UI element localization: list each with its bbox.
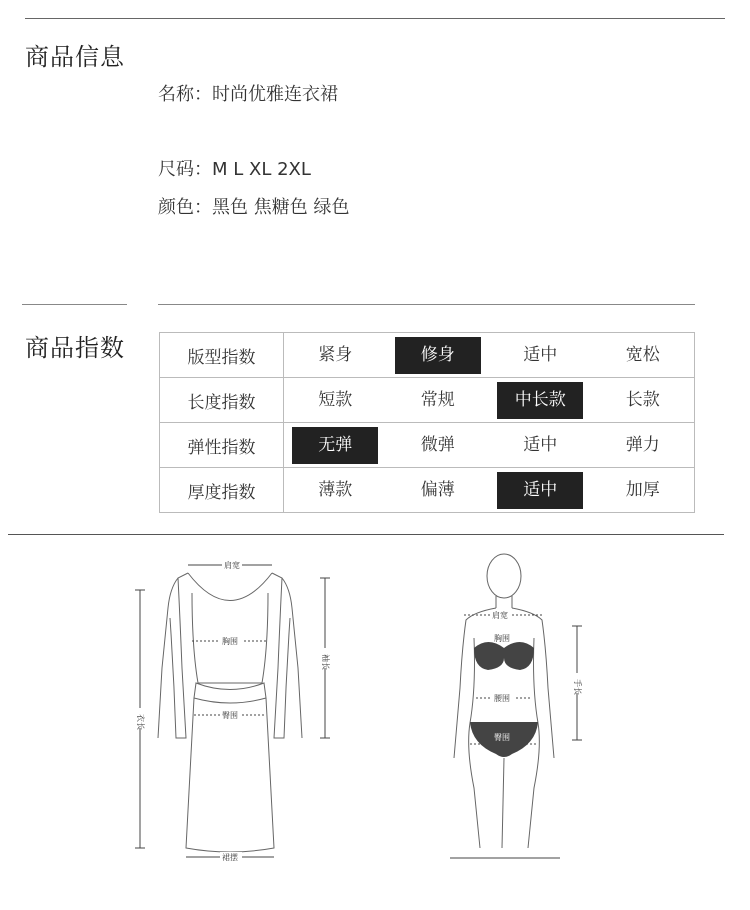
product-color-line: 颜色：黑色 焦糖色 绿色	[158, 197, 350, 218]
index-option-cell	[284, 333, 387, 378]
top-divider	[25, 18, 725, 19]
index-divider-left	[22, 304, 127, 305]
product-name-line: 名称：时尚优雅连衣裙	[158, 84, 338, 105]
index-row-label: 厚度指数	[160, 468, 284, 513]
body-hip-label: 臀围	[494, 733, 510, 742]
index-option: 宽松	[625, 344, 660, 365]
index-option-selected: 适中	[497, 472, 583, 509]
index-row	[160, 468, 695, 513]
index-option-cell	[489, 423, 591, 468]
dress-hip-label: 臀围	[222, 711, 238, 720]
product-index-title: 商品指数	[25, 334, 125, 362]
dress-sleeve-label: 袖长	[321, 654, 330, 670]
dress-chest-label: 胸围	[222, 637, 238, 646]
product-info-title: 商品信息	[25, 43, 125, 71]
index-option-selected: 修身	[395, 337, 481, 374]
product-size-line: 尺码：M L XL 2XL	[158, 159, 311, 180]
index-option-cell	[489, 378, 591, 423]
index-option-cell	[284, 378, 387, 423]
index-option: 长款	[625, 389, 660, 410]
index-row-label: 版型指数	[160, 333, 284, 378]
index-option-selected: 无弹	[292, 427, 378, 464]
index-row-label: 长度指数	[160, 378, 284, 423]
index-option-cell	[387, 333, 489, 378]
body-chest-label: 胸围	[494, 634, 510, 643]
dress-length-label: 衣长	[136, 714, 145, 730]
product-index-table	[159, 332, 695, 513]
index-option-cell	[387, 423, 489, 468]
dress-hem-label: 裙摆	[222, 853, 238, 862]
index-option: 短款	[318, 389, 353, 410]
body-measurement-diagram	[440, 548, 600, 868]
index-option: 常规	[420, 389, 455, 410]
index-option-cell	[489, 468, 591, 513]
index-row	[160, 423, 695, 468]
index-option: 偏薄	[420, 479, 455, 500]
index-option-cell	[591, 378, 694, 423]
index-option: 紧身	[318, 344, 353, 365]
index-option-cell	[591, 333, 694, 378]
index-option-cell	[387, 468, 489, 513]
index-row	[160, 378, 695, 423]
index-option-cell	[284, 423, 387, 468]
index-option-cell	[489, 333, 591, 378]
index-option: 弹力	[625, 434, 660, 455]
index-row	[160, 333, 695, 378]
index-divider-right	[158, 304, 695, 305]
index-option: 加厚	[625, 479, 660, 500]
index-option-cell	[591, 423, 694, 468]
body-shoulder-label: 肩宽	[492, 611, 508, 620]
index-option-cell	[591, 468, 694, 513]
index-option-cell	[284, 468, 387, 513]
index-option-selected: 中长款	[497, 382, 583, 419]
index-option: 微弹	[420, 434, 455, 455]
index-option: 薄款	[318, 479, 353, 500]
index-row-label: 弹性指数	[160, 423, 284, 468]
index-option-cell	[387, 378, 489, 423]
body-waist-label: 腰围	[494, 694, 510, 703]
dress-shoulder-label: 肩宽	[224, 561, 240, 570]
body-arm-label: 手长	[573, 679, 582, 695]
diagram-divider	[8, 534, 724, 535]
dress-measurement-diagram	[120, 548, 360, 868]
index-option: 适中	[523, 344, 558, 365]
index-option: 适中	[523, 434, 558, 455]
